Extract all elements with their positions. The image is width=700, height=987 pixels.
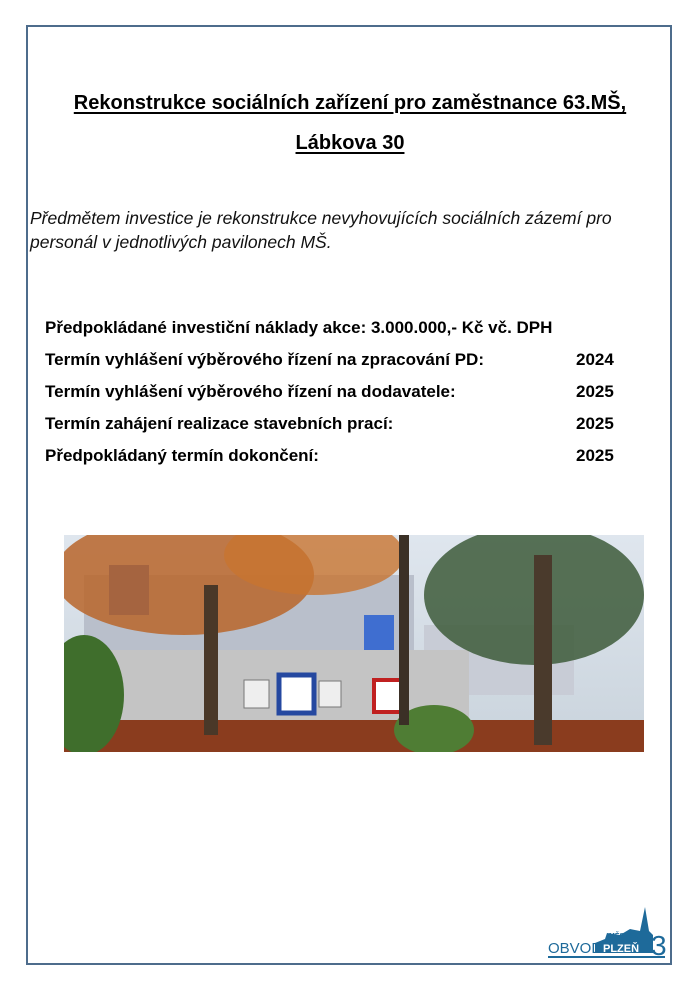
svg-text:PLZEŇ: PLZEŇ xyxy=(603,943,640,955)
svg-text:OBVOD: OBVOD xyxy=(548,940,603,957)
kindergarten-photo xyxy=(64,535,644,752)
detail-pd-tender-year: 2024 xyxy=(576,350,614,369)
detail-supplier-tender-year: 2025 xyxy=(576,382,614,401)
page-title: Rekonstrukce sociálních zařízení pro zaměstnance 63.MŠ, xyxy=(73,92,627,114)
page-subtitle: Lábkova 30 xyxy=(295,132,405,154)
detail-completion: Předpokládaný termín dokončení: xyxy=(45,446,319,465)
detail-supplier-tender: Termín vyhlášení výběrového řízení na dodavatele: xyxy=(45,382,456,401)
intro-text: Předmětem investice je rekonstrukce nevyhovujících sociálních zázemí pro personál v jednotlivých pavilonech MŠ. xyxy=(30,208,612,252)
svg-text:MĚSTSKÝ: MĚSTSKÝ xyxy=(609,933,643,940)
detail-cost: Předpokládané investiční náklady akce: 3.000.000,- Kč vč. DPH xyxy=(45,318,553,337)
detail-pd-tender: Termín vyhlášení výběrového řízení na zpracování PD: xyxy=(45,350,484,369)
detail-construction-start: Termín zahájení realizace stavebních prací: xyxy=(45,414,394,433)
detail-construction-start-year: 2025 xyxy=(576,414,614,433)
detail-completion-year: 2025 xyxy=(576,446,614,465)
svg-text:3: 3 xyxy=(651,930,667,961)
page-border xyxy=(26,25,672,965)
mestsky-obvod-plzen-3-logo xyxy=(545,905,675,965)
